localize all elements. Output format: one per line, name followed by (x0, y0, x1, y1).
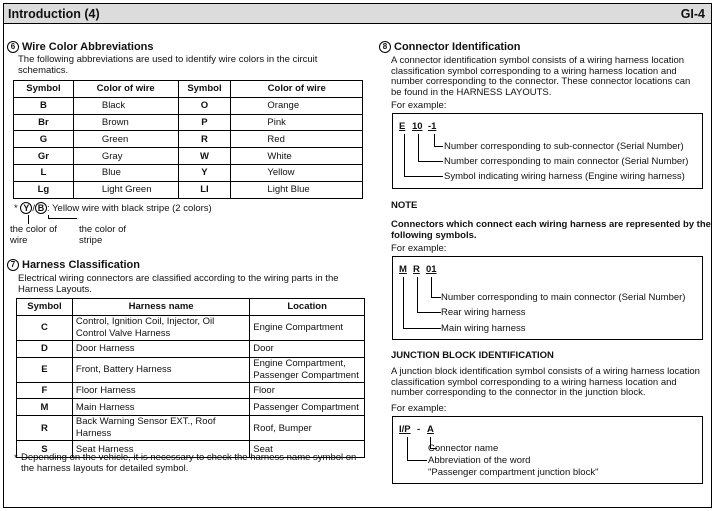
leader-line (404, 176, 443, 177)
connector-line (48, 218, 77, 219)
table-cell: E (17, 357, 73, 382)
table-cell: Br (14, 114, 74, 131)
leader-line (418, 134, 419, 162)
table-cell: LI (178, 181, 231, 198)
table-header-row (17, 299, 365, 316)
label-main-harness: Main wiring harness (441, 323, 526, 334)
table-cell: L (14, 164, 74, 181)
leader-line (434, 146, 443, 147)
section-number: 7 (7, 259, 19, 271)
table-cell: Black (73, 97, 178, 114)
table-cell: Door Harness (72, 340, 249, 357)
table-row (17, 382, 365, 399)
table-cell: Gr (14, 148, 74, 165)
section-title: Harness Classification (22, 259, 140, 271)
example-text: : Yellow wire with black stripe (2 colors) (46, 203, 212, 214)
label-passenger-jb: "Passenger compartment junction block" (428, 467, 599, 478)
table-cell: B (14, 97, 74, 114)
code-01: 01 (426, 264, 437, 275)
note-bold-text: Connectors which connect each wiring harness are represented by the following symbols. (391, 219, 711, 241)
table-cell: Lg (14, 181, 74, 198)
code-10: 10 (412, 121, 423, 132)
table-cell: R (17, 416, 73, 441)
table-cell: Seat (250, 441, 365, 458)
leader-line (431, 297, 441, 298)
table-cell: P (178, 114, 231, 131)
leader-line (417, 277, 418, 313)
table-row (14, 131, 363, 148)
wire-color-heading (7, 41, 154, 53)
table-cell: Roof, Bumper (250, 416, 365, 441)
code-ip: I/P (399, 424, 411, 435)
table-cell: Green (73, 131, 178, 148)
label-harness-symbol: Symbol indicating wiring harness (Engine wiring harness) (444, 171, 685, 182)
column-header: Symbol (14, 81, 74, 98)
junction-block-heading: JUNCTION BLOCK IDENTIFICATION (391, 350, 554, 361)
label-connector-name: Connector name (428, 443, 499, 454)
table-row (17, 357, 365, 382)
table-cell: Pink (231, 114, 363, 131)
table-row (14, 97, 363, 114)
for-example-label: For example: (391, 243, 447, 254)
table-header-row (14, 81, 363, 98)
table-cell: O (178, 97, 231, 114)
leader-line (407, 460, 427, 461)
column-header: Symbol (17, 299, 73, 316)
table-row (14, 114, 363, 131)
harness-note-star: * (14, 453, 18, 464)
y-circle: Y (20, 202, 32, 214)
table-cell: W (178, 148, 231, 165)
page-number: GI-4 (680, 7, 705, 21)
section-title: Wire Color Abbreviations (22, 41, 154, 53)
column-header: Harness name (72, 299, 249, 316)
table-row (14, 181, 363, 198)
harness-heading (7, 259, 140, 271)
table-cell: C (17, 315, 73, 340)
table-row (17, 340, 365, 357)
table-cell: Control, Ignition Coil, Injector, Oil Control Valve Harness (72, 315, 249, 340)
table-cell: Floor Harness (72, 382, 249, 399)
harness-note: Depending on the vehicle, it is necessary to check the harness name symbol on the harness layouts for detailed symbol. (21, 452, 357, 474)
slash: / (32, 203, 35, 214)
leader-line (417, 312, 441, 313)
column-header: Location (250, 299, 365, 316)
connector-intro: A connector identification symbol consists of a wiring harness location classification symbol corresponding to a wiring harness location and number corresponding to the connector. These connector locations can be found in the HARNESS LAYOUTS. (391, 55, 691, 98)
for-example-label: For example: (391, 403, 447, 414)
table-cell: Door (250, 340, 365, 357)
table-cell: S (17, 441, 73, 458)
table-row (14, 164, 363, 181)
table-cell: Brown (73, 114, 178, 131)
junction-block-intro: A junction block identification symbol consists of a wiring harness location classification symbol corresponding to a wiring harness location and number corresponding to the connector in the junction block. (391, 366, 700, 398)
table-row (17, 416, 365, 441)
table-row (14, 148, 363, 165)
page-header (3, 3, 712, 24)
code-r: R (413, 264, 420, 275)
table-cell: Seat Harness (72, 441, 249, 458)
table-cell: Main Harness (72, 399, 249, 416)
table-cell: Engine Compartment, Passenger Compartment (250, 357, 365, 382)
column-header: Symbol (178, 81, 231, 98)
leader-line (403, 277, 404, 329)
table-cell: Light Blue (231, 181, 363, 198)
label-color-of-wire: the color of wire (10, 224, 57, 246)
section-number: 6 (7, 41, 19, 53)
for-example-label: For example: (391, 100, 447, 111)
connector-example-box (392, 113, 703, 189)
leader-line (407, 437, 408, 461)
junction-block-example-box (392, 416, 703, 484)
table-cell: F (17, 382, 73, 399)
table-cell: Gray (73, 148, 178, 165)
label-sub-connector: Number corresponding to sub-connector (Serial Number) (444, 141, 684, 152)
label-color-of-stripe: the color of stripe (79, 224, 126, 246)
leader-line (431, 277, 432, 298)
note-heading: NOTE (391, 200, 418, 211)
table-row (17, 315, 365, 340)
label-rear-harness: Rear wiring harness (441, 307, 526, 318)
note-star: * (14, 203, 18, 214)
table-cell: G (14, 131, 74, 148)
code-m: M (399, 264, 407, 275)
leader-line (404, 134, 405, 177)
table-cell: Passenger Compartment (250, 399, 365, 416)
connector-line (28, 215, 29, 224)
label-main-connector: Number corresponding to main connector (Serial Number) (444, 156, 689, 167)
b-circle: B (35, 202, 47, 214)
connector-heading (379, 41, 521, 53)
code-a: A (427, 424, 434, 435)
section-number: 8 (379, 41, 391, 53)
column-header: Color of wire (231, 81, 363, 98)
label-abbreviation: Abbreviation of the word (428, 455, 531, 466)
code-1: -1 (428, 121, 437, 132)
table-cell: Orange (231, 97, 363, 114)
harness-intro: Electrical wiring connectors are classified according to the wiring parts in the Harness Layouts. (18, 273, 339, 295)
table-cell: Yellow (231, 164, 363, 181)
table-cell: Y (178, 164, 231, 181)
code-dash: - (417, 424, 421, 435)
wire-color-example (14, 202, 212, 214)
junction-connector-example-box (392, 256, 703, 340)
section-title: Connector Identification (394, 41, 521, 53)
table-cell: R (178, 131, 231, 148)
leader-line (418, 161, 443, 162)
table-cell: Blue (73, 164, 178, 181)
table-cell: M (17, 399, 73, 416)
harness-table (16, 298, 365, 458)
page-title: Introduction (4) (8, 7, 100, 21)
column-header: Color of wire (73, 81, 178, 98)
table-cell: Back Warning Sensor EXT., Roof Harness (72, 416, 249, 441)
table-cell: D (17, 340, 73, 357)
table-row (17, 399, 365, 416)
table-cell: White (231, 148, 363, 165)
table-cell: Red (231, 131, 363, 148)
code-e: E (399, 121, 406, 132)
wire-color-table (13, 80, 363, 199)
table-cell: Engine Compartment (250, 315, 365, 340)
table-cell: Front, Battery Harness (72, 357, 249, 382)
wire-color-intro: The following abbreviations are used to identify wire colors in the circuit schematics. (18, 54, 318, 76)
label-main-connector: Number corresponding to main connector (Serial Number) (441, 292, 686, 303)
table-cell: Floor (250, 382, 365, 399)
table-cell: Light Green (73, 181, 178, 198)
leader-line (403, 328, 441, 329)
